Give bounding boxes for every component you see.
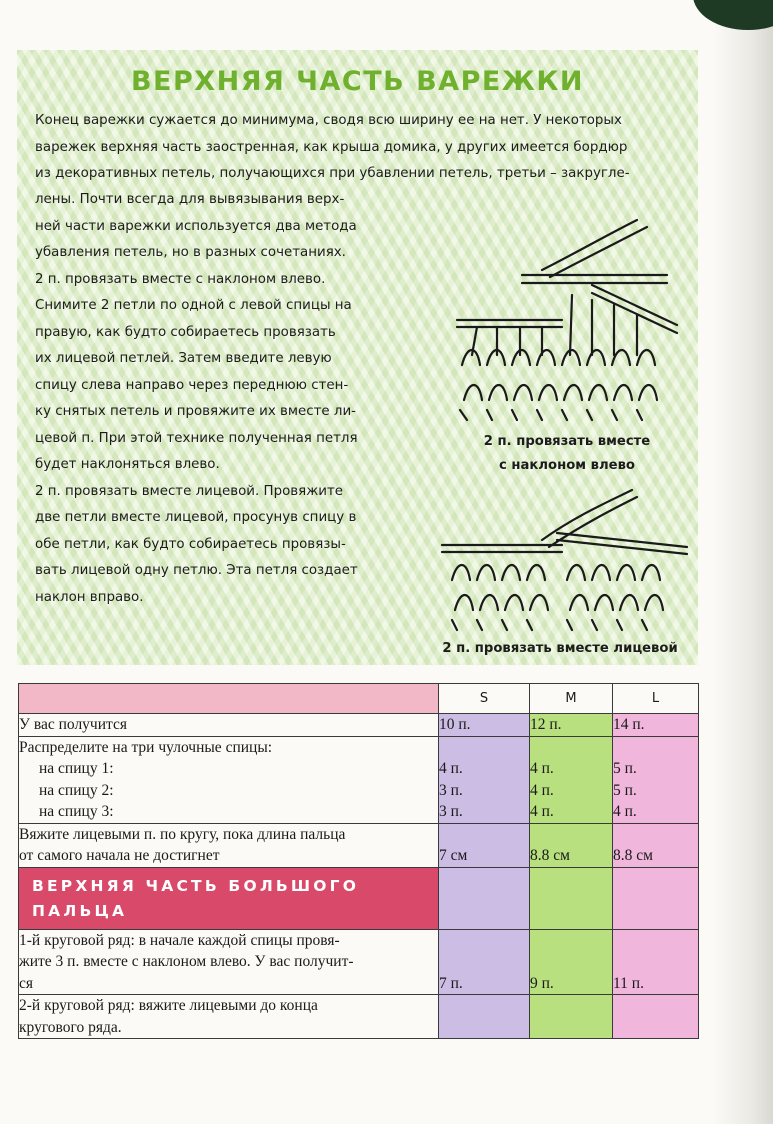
body-line: 2 п. провязать вместе с наклоном влево.	[35, 271, 326, 287]
value-l	[613, 823, 699, 867]
row-label-line: Распределите на три чулочные спицы:	[19, 738, 273, 756]
table-section-row	[19, 867, 699, 929]
intro-line: варежек верхняя часть заостренная, как крыша домика, у других имеется бордюр	[35, 139, 628, 155]
value-line: 4 п.	[530, 781, 554, 799]
value-s	[439, 823, 530, 867]
page-edge	[713, 0, 773, 1124]
value-line: 8.8 см	[613, 847, 653, 864]
table-row	[19, 929, 699, 995]
row-label	[19, 995, 439, 1039]
section-header-line: ВЕРХНЯЯ ЧАСТЬ БОЛЬШОГО	[32, 876, 360, 895]
value-m	[530, 995, 613, 1039]
needle-label: на спицу 3:	[39, 803, 114, 820]
value-l	[613, 867, 699, 929]
body-line: Снимите 2 петли по одной с левой спицы на	[35, 298, 352, 313]
value-m: 12 п.	[530, 714, 613, 737]
body-line: наклон вправо.	[35, 589, 144, 605]
body-line: ку снятых петель и провяжите их вместе ли-	[35, 404, 357, 419]
intro-line: из декоративных петель, получающихся при убавлении петель, третьи – закругле-	[35, 166, 630, 181]
section-header-line: ПАЛЬЦА	[32, 901, 128, 920]
value-line: 3 п.	[439, 781, 463, 799]
size-header-l: L	[613, 684, 699, 714]
header-label-cell	[19, 684, 439, 714]
table-header-row	[19, 684, 699, 714]
value-m	[530, 736, 613, 823]
body-line: убавления петель, но в разных сочетаниях.	[35, 245, 346, 260]
row-label-line: от самого начала не достигнет	[19, 847, 220, 864]
size-header-s: S	[439, 684, 530, 714]
instruction-column	[35, 187, 397, 611]
body-line: обе петли, как будто собираетесь провязы-	[35, 536, 346, 552]
value-line: 3 п.	[439, 803, 463, 820]
row-label-line: кругового ряда.	[19, 1018, 122, 1036]
value-s	[439, 736, 530, 823]
row-label-line: Вяжите лицевыми п. по кругу, пока длина пальца	[19, 825, 346, 843]
value-l	[613, 736, 699, 823]
value-s	[439, 929, 530, 995]
needle-label: на спицу 2:	[39, 781, 114, 799]
knitting-illustration-left-slant	[442, 215, 682, 425]
value-line: 7 п.	[439, 974, 463, 992]
section-header-thumb	[19, 867, 439, 929]
body-line: будет наклоняться влево.	[35, 457, 220, 472]
knitting-illustration-k2tog	[437, 485, 692, 635]
value-line: 11 п.	[613, 974, 644, 992]
row-label-line: 1-й круговой ряд: в начале каждой спицы провя-	[19, 931, 340, 949]
table-row	[19, 995, 699, 1039]
intro-line: Конец варежки сужается до минимума, сводя всю ширину ее на нет. У некоторых	[35, 113, 622, 128]
row-label	[19, 823, 439, 867]
corner-shadow	[693, 0, 773, 30]
body-line: правую, как будто собираетесь провязать	[35, 324, 336, 340]
value-s	[439, 867, 530, 929]
value-line: 4 п.	[613, 803, 637, 820]
body-line: 2 п. провязать вместе лицевой. Провяжите	[35, 483, 344, 499]
body-line: вать лицевой одну петлю. Эта петля создает	[35, 563, 358, 578]
value-l	[613, 929, 699, 995]
value-m	[530, 867, 613, 929]
row-label-line: 2-й круговой ряд: вяжите лицевыми до конца	[19, 997, 318, 1014]
illustration-caption-right: 2 п. провязать вместе лицевой	[442, 641, 678, 656]
value-line: 8.8 см	[530, 847, 570, 864]
value-l	[613, 995, 699, 1039]
value-s	[439, 995, 530, 1039]
value-line: 4 п.	[530, 760, 554, 777]
value-line: 4 п.	[530, 803, 554, 820]
table-row	[19, 736, 699, 823]
body-line: две петли вместе лицевой, просунув спицу в	[35, 510, 357, 525]
row-label	[19, 736, 439, 823]
knit-texture-panel	[17, 50, 698, 665]
caption-line: с наклоном влево	[499, 458, 635, 473]
sizing-table	[18, 683, 699, 1039]
value-m	[530, 823, 613, 867]
table-row	[19, 714, 699, 737]
body-line: их лицевой петлей. Затем введите левую	[35, 351, 332, 366]
body-line: ней части варежки используется два метода	[35, 218, 357, 234]
section-title: ВЕРХНЯЯ ЧАСТЬ ВАРЕЖКИ	[130, 66, 585, 97]
value-l: 14 п.	[613, 714, 699, 737]
value-line: 4 п.	[439, 760, 463, 777]
illustration-caption-left	[442, 430, 692, 478]
caption-line: 2 п. провязать вместе	[483, 434, 651, 449]
body-line: спицу слева направо через переднюю стен-	[35, 377, 349, 393]
needle-label: на спицу 1:	[39, 760, 114, 777]
body-line: лены. Почти всегда для вывязывания верх-	[35, 192, 345, 207]
value-line: 9 п.	[530, 974, 554, 992]
value-line: 7 см	[439, 847, 468, 864]
body-line: цевой п. При этой технике полученная петля	[35, 430, 358, 446]
table-row	[19, 823, 699, 867]
row-label-line: ся	[19, 974, 34, 992]
intro-paragraph	[35, 108, 690, 188]
value-line: 5 п.	[613, 781, 637, 799]
row-label	[19, 929, 439, 995]
row-label: У вас получится	[19, 714, 439, 737]
value-line: 5 п.	[613, 760, 637, 777]
size-header-m: M	[530, 684, 613, 714]
value-m	[530, 929, 613, 995]
row-label-line: жите 3 п. вместе с наклоном влево. У вас получит-	[19, 953, 354, 970]
value-s: 10 п.	[439, 714, 530, 737]
